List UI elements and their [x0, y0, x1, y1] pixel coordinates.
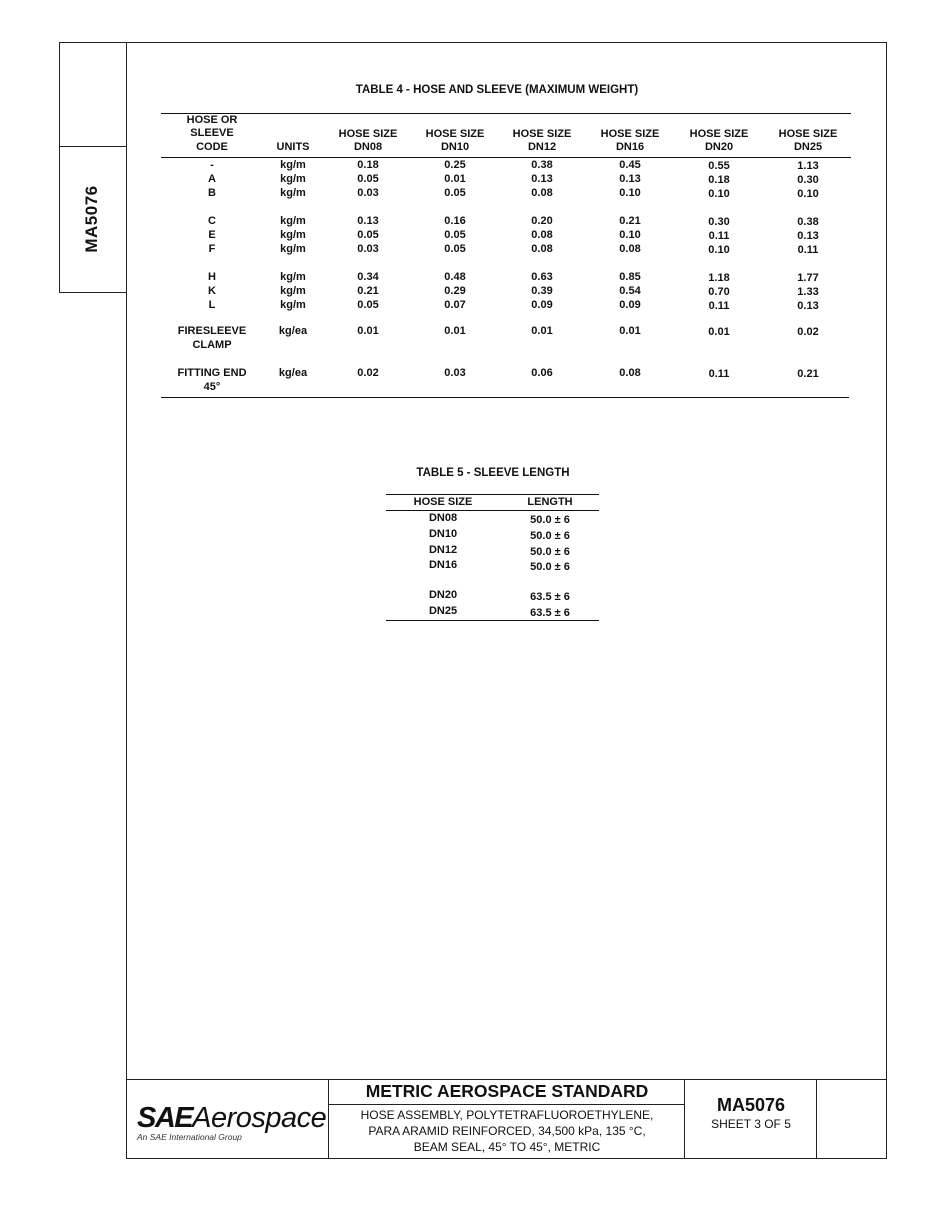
sae-aerospace-logo — [137, 1103, 326, 1142]
table4-header-size-label: HOSE SIZE — [689, 128, 749, 140]
table4-code-cell: B — [208, 187, 216, 199]
table4-value-cell: 0.08 — [531, 243, 553, 255]
side-tab — [59, 42, 127, 293]
table4-value-cell: 0.16 — [444, 215, 466, 227]
standard-description — [329, 1107, 685, 1155]
table4-value-cell: 0.05 — [444, 229, 466, 241]
table4-header-size: DN16 — [615, 141, 645, 153]
table4-top-rule — [161, 113, 851, 114]
sheet-number: SHEET 3 OF 5 — [711, 1117, 791, 1131]
table4-value-cell: 0.21 — [357, 285, 379, 297]
table5-length-cell: 50.0 ± 6 — [530, 514, 570, 526]
table5-size-cell: DN12 — [428, 544, 458, 556]
table4-header-units: UNITS — [276, 141, 310, 153]
table4-header-size-label: HOSE SIZE — [425, 128, 485, 140]
table4-header-size: DN08 — [353, 141, 383, 153]
table4-units-cell: kg/m — [280, 159, 306, 171]
table4-value-cell: 0.03 — [444, 367, 466, 379]
table4-header-code: HOSE OR — [186, 114, 238, 126]
table4-value-cell: 0.10 — [708, 244, 730, 256]
table4-value-cell: 1.13 — [797, 160, 819, 172]
table4-units-cell: kg/m — [280, 229, 306, 241]
table4-units-cell: kg/m — [280, 299, 306, 311]
table4-code-cell: FITTING END — [177, 367, 247, 379]
table4-value-cell: 0.06 — [531, 367, 553, 379]
table4-value-cell: 0.03 — [357, 243, 379, 255]
table5-header-size: HOSE SIZE — [413, 496, 473, 508]
standard-title: METRIC AEROSPACE STANDARD — [365, 1081, 649, 1101]
table4-units-cell: kg/m — [280, 173, 306, 185]
logo-tagline: An SAE International Group — [137, 1132, 242, 1142]
table4-code-cell: CLAMP — [192, 339, 232, 351]
table5-header-rule — [386, 510, 599, 511]
description-line: PARA ARAMID REINFORCED, 34,500 kPa, 135 °C, — [368, 1124, 646, 1138]
table4-value-cell: 0.29 — [444, 285, 466, 297]
table4-value-cell: 0.13 — [357, 215, 379, 227]
table5-length-cell: 50.0 ± 6 — [530, 546, 570, 558]
table4-header-size-label: HOSE SIZE — [338, 128, 398, 140]
table4-value-cell: 0.01 — [444, 173, 466, 185]
table5-size-cell: DN10 — [428, 528, 458, 540]
table4-value-cell: 0.08 — [619, 243, 641, 255]
table4-value-cell: 1.33 — [797, 286, 819, 298]
table4-value-cell: 0.05 — [357, 173, 379, 185]
table5-size-cell: DN08 — [428, 512, 458, 524]
table4-value-cell: 0.13 — [797, 230, 819, 242]
table4-value-cell: 0.48 — [444, 271, 466, 283]
table4-value-cell: 0.03 — [357, 187, 379, 199]
table4-units-cell: kg/m — [280, 243, 306, 255]
table4-header-size: DN10 — [440, 141, 470, 153]
table4-value-cell: 1.18 — [708, 272, 730, 284]
table4-value-cell: 0.01 — [444, 325, 466, 337]
page-border — [126, 42, 887, 1159]
table4-code-cell: L — [208, 299, 216, 311]
table5-length-cell: 63.5 ± 6 — [530, 607, 570, 619]
table4-value-cell: 0.18 — [708, 174, 730, 186]
table4-value-cell: 0.34 — [357, 271, 379, 283]
table4-value-cell: 0.05 — [357, 229, 379, 241]
table4-header-size-label: HOSE SIZE — [512, 128, 572, 140]
table4-value-cell: 0.39 — [531, 285, 553, 297]
table4-value-cell: 0.11 — [797, 244, 819, 256]
table4-value-cell: 0.63 — [531, 271, 553, 283]
table4-value-cell: 0.55 — [708, 160, 730, 172]
table4-value-cell: 0.45 — [619, 159, 641, 171]
table4-value-cell: 0.01 — [708, 326, 730, 338]
table5-length-cell: 50.0 ± 6 — [530, 530, 570, 542]
table4-header-size: DN25 — [793, 141, 823, 153]
document-number: MA5076 — [716, 1095, 786, 1115]
table5-length-cell: 50.0 ± 6 — [530, 561, 570, 573]
table4-value-cell: 0.07 — [444, 299, 466, 311]
table4-value-cell: 0.21 — [797, 368, 819, 380]
table4-value-cell: 0.10 — [619, 229, 641, 241]
table4-value-cell: 0.10 — [619, 187, 641, 199]
table4-value-cell: 0.70 — [708, 286, 730, 298]
table5-size-cell: DN16 — [428, 559, 458, 571]
table4-value-cell: 0.05 — [444, 243, 466, 255]
table4-units-cell: kg/m — [280, 271, 306, 283]
table4-value-cell: 0.38 — [531, 159, 553, 171]
table4-code-cell: H — [208, 271, 216, 283]
table4-units-cell: kg/ea — [278, 325, 308, 337]
table4-code-cell: FIRESLEEVE — [177, 325, 247, 337]
table4-value-cell: 0.05 — [444, 187, 466, 199]
table4-code-cell: E — [208, 229, 216, 241]
side-tab-doc-number: MA5076 — [82, 185, 101, 253]
table4-value-cell: 0.02 — [357, 367, 379, 379]
table4-value-cell: 0.38 — [797, 216, 819, 228]
table4-code-cell: 45° — [203, 381, 221, 393]
table4-header-code: SLEEVE — [190, 127, 234, 139]
table4-value-cell: 0.13 — [797, 300, 819, 312]
table5-bottom-rule — [386, 620, 599, 621]
table5-size-cell: DN25 — [428, 605, 458, 617]
table4-value-cell: 1.77 — [797, 272, 819, 284]
table4-title: TABLE 4 - HOSE AND SLEEVE (MAXIMUM WEIGHT) — [355, 84, 639, 96]
logo-sae-text: SAE — [137, 1102, 193, 1134]
table4-header-rule — [161, 157, 851, 158]
table5-size-cell: DN20 — [428, 589, 458, 601]
description-line: HOSE ASSEMBLY, POLYTETRAFLUOROETHYLENE, — [360, 1108, 654, 1122]
table4-value-cell: 0.25 — [444, 159, 466, 171]
table4-header-size-label: HOSE SIZE — [778, 128, 838, 140]
table4-header-size-label: HOSE SIZE — [600, 128, 660, 140]
table4-value-cell: 0.13 — [531, 173, 553, 185]
table4-value-cell: 0.11 — [708, 368, 730, 380]
table4-value-cell: 0.13 — [619, 173, 641, 185]
table4-value-cell: 0.08 — [619, 367, 641, 379]
table4-value-cell: 0.21 — [619, 215, 641, 227]
table4-value-cell: 0.20 — [531, 215, 553, 227]
table5-top-rule — [386, 494, 599, 495]
table4-code-cell: K — [208, 285, 216, 297]
table4-value-cell: 0.08 — [531, 229, 553, 241]
table4-value-cell: 0.85 — [619, 271, 641, 283]
table4-code-cell: A — [208, 173, 216, 185]
table4-header-code: CODE — [196, 141, 228, 153]
table4-value-cell: 0.09 — [619, 299, 641, 311]
table4-value-cell: 0.01 — [619, 325, 641, 337]
table4-value-cell: 0.10 — [708, 188, 730, 200]
table4-value-cell: 0.30 — [797, 174, 819, 186]
table4-value-cell: 0.10 — [797, 188, 819, 200]
table4-value-cell: 0.05 — [357, 299, 379, 311]
title-block-top-rule — [126, 1079, 887, 1080]
table4-code-cell: C — [208, 215, 216, 227]
table5-header-length: LENGTH — [527, 496, 573, 508]
table5-title: TABLE 5 - SLEEVE LENGTH — [416, 467, 570, 479]
table4-header-size: DN12 — [527, 141, 557, 153]
table4-value-cell: 0.30 — [708, 216, 730, 228]
table4-header-size: DN20 — [704, 141, 734, 153]
table4-units-cell: kg/m — [280, 215, 306, 227]
title-block-title-rule — [328, 1104, 684, 1105]
table5-length-cell: 63.5 ± 6 — [530, 591, 570, 603]
table4-value-cell: 0.09 — [531, 299, 553, 311]
side-tab-divider — [59, 146, 126, 147]
table4-value-cell: 0.02 — [797, 326, 819, 338]
table4-code-cell: F — [208, 243, 216, 255]
table4-value-cell: 0.11 — [708, 230, 730, 242]
logo-aerospace-text: Aerospace — [192, 1102, 327, 1134]
table4-units-cell: kg/ea — [278, 367, 308, 379]
table4-value-cell: 0.01 — [357, 325, 379, 337]
description-line: BEAM SEAL, 45° TO 45°, METRIC — [413, 1140, 601, 1154]
table4-units-cell: kg/m — [280, 187, 306, 199]
table4-value-cell: 0.54 — [619, 285, 641, 297]
table4-value-cell: 0.01 — [531, 325, 553, 337]
table4-bottom-rule — [161, 397, 849, 398]
table4-code-cell: - — [210, 159, 214, 171]
table4-units-cell: kg/m — [280, 285, 306, 297]
table4-value-cell: 0.11 — [708, 300, 730, 312]
table4-value-cell: 0.08 — [531, 187, 553, 199]
table4-value-cell: 0.18 — [357, 159, 379, 171]
